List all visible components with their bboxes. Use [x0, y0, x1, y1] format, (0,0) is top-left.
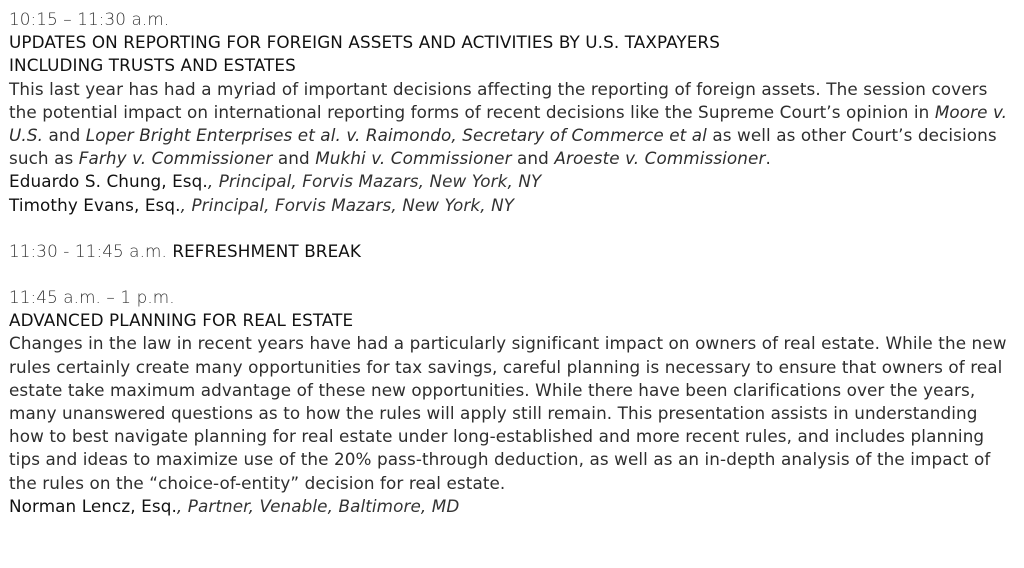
- desc-text: and: [43, 125, 86, 146]
- speaker-name: Timothy Evans, Esq.: [9, 194, 181, 215]
- session-description: [9, 78, 1015, 171]
- speaker-line: [9, 170, 1015, 193]
- case-citation: Farhy v. Commissioner: [78, 148, 273, 169]
- session-break: [9, 240, 1015, 263]
- speaker-role: , Partner, Venable, Baltimore, MD: [176, 495, 460, 516]
- session-real-estate: [9, 286, 1015, 518]
- speaker-name: Eduardo S. Chung, Esq.: [9, 171, 208, 192]
- desc-text: .: [765, 148, 771, 169]
- spacer: [9, 263, 1015, 286]
- case-citation: Mukhi v. Commissioner: [315, 148, 512, 169]
- desc-text: and: [511, 148, 555, 169]
- spacer: [9, 217, 1015, 240]
- break-title: REFRESHMENT BREAK: [172, 240, 361, 261]
- session-time: 11:45 a.m. – 1 p.m.: [9, 287, 175, 308]
- session-title: [9, 31, 1015, 77]
- desc-text: This last year has had a myriad of important decisions affecting the reporting of foreign assets. The session covers the potential impact on international reporting forms of recent decisions like the Supreme Court’s opinion in: [9, 78, 988, 122]
- session-time: 10:15 – 11:30 a.m.: [9, 9, 170, 29]
- session-title: ADVANCED PLANNING FOR REAL ESTATE: [9, 310, 354, 331]
- session-title-line-2: INCLUDING TRUSTS AND ESTATES: [9, 55, 296, 76]
- speaker-line: [9, 495, 1015, 518]
- session-title-line-1: UPDATES ON REPORTING FOR FOREIGN ASSETS AND ACTIVITIES BY U.S. TAXPAYERS: [9, 32, 720, 53]
- desc-text: as well as other Court’s decisions such as: [9, 125, 997, 169]
- break-time: 11:30 - 11:45 a.m.: [9, 240, 173, 261]
- desc-text: and: [272, 148, 316, 169]
- speaker-role: , Principal, Forvis Mazars, New York, NY: [180, 194, 515, 215]
- case-citation: Loper Bright Enterprises et al. v. Raimondo, Secretary of Commerce et al: [85, 125, 707, 146]
- speaker-name: Norman Lencz, Esq.: [9, 495, 177, 516]
- case-citation: Moore v. U.S.: [9, 101, 1008, 146]
- session-description: Changes in the law in recent years have had a particularly significant impact on owners of real estate. While the new rules certainly create many opportunities for tax savings, careful planning is necessary to ensure that owners of real estate take maximum advantage of these new opportunities. While there have been clarifications over the years, many unanswered questions as to how the rules will apply still remain. This presentation assists in understanding how to best navigate planning for real estate under long-established and more recent rules, and includes planning tips and ideas to maximize use of the 20% pass-through deduction, as well as an in-depth analysis of the impact of the rules on the “choice-of-entity” decision for real estate.: [9, 333, 1007, 493]
- speaker-line: [9, 194, 1015, 217]
- case-citation: Aroeste v. Commissioner: [554, 148, 766, 169]
- session-foreign-assets: [9, 8, 1015, 217]
- speaker-role: , Principal, Forvis Mazars, New York, NY: [207, 171, 542, 192]
- agenda-page: [9, 8, 1015, 518]
